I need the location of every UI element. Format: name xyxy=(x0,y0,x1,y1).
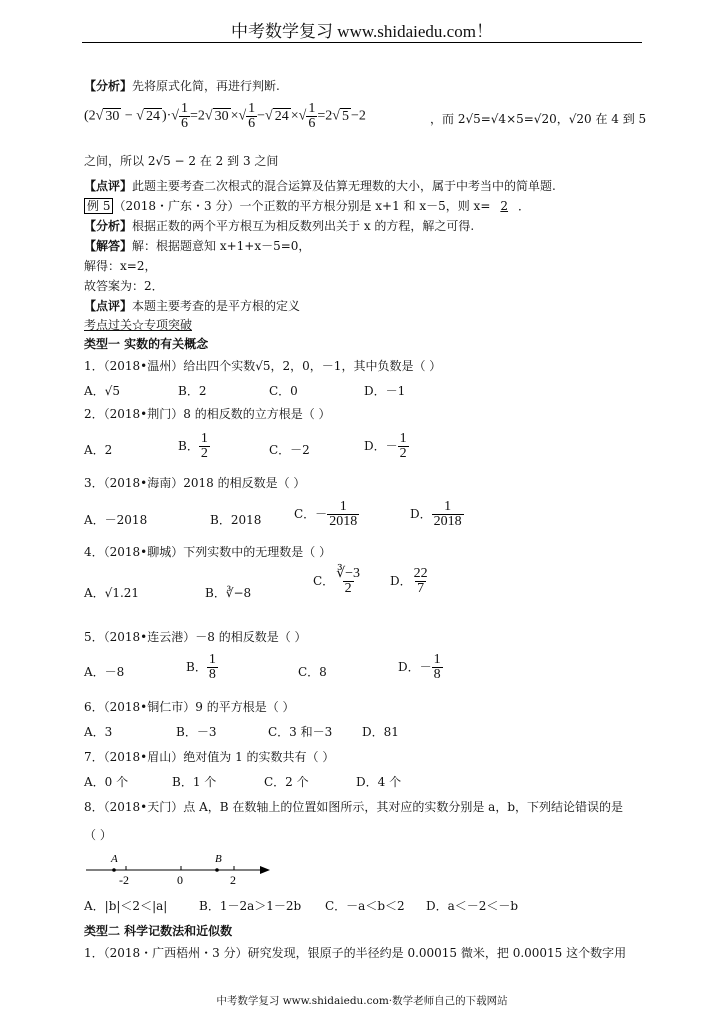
ex-comment-text: 本题主要考查的是平方根的定义 xyxy=(132,299,301,313)
question-1: 1．（2018•温州）给出四个实数√5，2，0，－1，其中负数是（ ） xyxy=(84,359,442,373)
q3-opt-d-label: D． xyxy=(410,507,432,521)
q5-opt-a: A．－8 xyxy=(84,665,125,679)
example-text: （2018・广东・3 分）一个正数的平方根分别是 x+1 和 x－5，则 x= xyxy=(113,199,491,213)
question-8: 8．（2018•天门）点 A，B 在数轴上的位置如图所示，其对应的实数分别是 a，b，下列结论错误的是 xyxy=(84,800,624,814)
q7-opt-c: C．2 个 xyxy=(264,775,309,789)
ex-final: 故答案为：2． xyxy=(84,279,164,293)
example-5 xyxy=(84,197,530,214)
analysis-equation: (2√ 30 − √ 24 )·√ $\frac{1}{6}$ =2√ 30 ×√ $\frac{1}{6}$ −√ 24 ×√ $\frac{1}{6}$ =2√ 5 −2 xyxy=(84,101,366,131)
q3-opt-c-label: C．－ xyxy=(294,507,328,521)
q4-opt-c xyxy=(313,567,362,596)
q7-opt-d: D．4 个 xyxy=(356,775,402,789)
frac-den: 8 xyxy=(208,667,216,682)
q3-opt-c xyxy=(294,500,359,529)
q7-opt-a: A．0 个 xyxy=(84,775,129,789)
question-3: 3．（2018•海南）2018 的相反数是（ ） xyxy=(84,476,306,490)
ex-comment xyxy=(84,297,300,314)
frac-num: 1 xyxy=(399,431,407,446)
example-box: 例 5 xyxy=(84,198,113,214)
q5-opt-b-label: B． xyxy=(186,660,207,674)
q1-opt-b: B．2 xyxy=(178,384,207,398)
question-6: 6．（2018•铜仁市）9 的平方根是（ ） xyxy=(84,700,295,714)
tick-label: 2 xyxy=(230,873,236,887)
q1-opt-a: A．√5 xyxy=(84,384,120,398)
type-2-question-1: 1．（2018・广西梧州・3 分）研究发现，银原子的半径约是 0.00015 微米，把 0.00015 这个数字用 xyxy=(84,946,627,960)
frac-num: 1 xyxy=(433,652,441,667)
analysis-conclusion: 之间，所以 2√5 − 2 在 2 到 3 之间 xyxy=(84,154,279,168)
frac-den: 2018 xyxy=(433,514,462,529)
q8-opt-b: B．1－2a＞1－2b xyxy=(199,899,302,913)
ex-answer xyxy=(84,237,310,254)
q1-opt-d: D．－1 xyxy=(364,384,406,398)
q2-opt-a: A．2 xyxy=(84,443,113,457)
q4-opt-c-label: C． xyxy=(313,574,335,588)
question-7: 7．（2018•眉山）绝对值为 1 的实数共有（ ） xyxy=(84,750,335,764)
q6-opt-c: C．3 和－3 xyxy=(268,725,333,739)
ex-comment-label: 【点评】 xyxy=(84,299,133,313)
analysis-label: 【分析】 xyxy=(84,79,133,93)
q4-opt-d-label: D． xyxy=(390,574,412,588)
point-b-label: B xyxy=(215,853,222,865)
type-1-heading: 类型一 实数的有关概念 xyxy=(84,337,209,351)
frac-num: 1 xyxy=(339,499,347,514)
q5-opt-b xyxy=(186,653,218,682)
example-end: ． xyxy=(518,199,531,213)
q4-opt-a: A．√1.21 xyxy=(84,586,140,600)
tick-label: -2 xyxy=(119,873,129,887)
frac-num: 1 xyxy=(444,499,452,514)
comment-1 xyxy=(84,177,556,194)
q5-opt-c: C．8 xyxy=(298,665,327,679)
analysis-equation-tail: ，而 2√5=√4×5=√20，√20 在 4 到 5 xyxy=(430,112,647,126)
ex-analysis xyxy=(84,217,474,234)
q8-opt-a: A．|b|＜2＜|a| xyxy=(84,899,168,913)
frac-den: 7 xyxy=(417,581,425,596)
comment-text: 此题主要考查二次根式的混合运算及估算无理数的大小，属于中考当中的简单题. xyxy=(132,179,556,193)
analysis-line xyxy=(84,77,280,94)
frac-num: ∛−3 xyxy=(336,566,361,581)
q3-opt-a: A．－2018 xyxy=(84,513,148,527)
ex-answer-label: 【解答】 xyxy=(84,239,133,253)
frac-den: 2 xyxy=(344,581,352,596)
q4-opt-d xyxy=(390,567,430,596)
q2-opt-b xyxy=(178,432,210,461)
point-a-label: A xyxy=(111,853,118,865)
comment-label: 【点评】 xyxy=(84,179,133,193)
frac-num: 1 xyxy=(200,431,208,446)
q4-opt-b: B．∛−8 xyxy=(205,586,252,600)
frac-den: 2018 xyxy=(329,514,358,529)
point-b-dot xyxy=(215,868,219,872)
q2-opt-c: C．－2 xyxy=(269,443,310,457)
number-line xyxy=(84,848,274,888)
q7-opt-b: B．1 个 xyxy=(172,775,217,789)
q2-opt-d xyxy=(364,432,409,461)
arrow-icon xyxy=(260,866,270,874)
tick-label: 0 xyxy=(177,873,183,887)
question-2: 2．（2018•荆门）8 的相反数的立方根是（ ） xyxy=(84,407,331,421)
ex-answer-text: 解：根据题意知 x+1+x－5=0， xyxy=(132,239,311,253)
ex-solve: 解得：x=2， xyxy=(84,259,157,273)
type-2-heading: 类型二 科学记数法和近似数 xyxy=(84,924,233,938)
page-footer: 中考数学复习 www.shidaiedu.com·数学老师自己的下载网站 xyxy=(216,995,508,1007)
q8-opt-d: D．a＜－2＜－b xyxy=(426,899,519,913)
question-5: 5．（2018•连云港）－8 的相反数是（ ） xyxy=(84,630,307,644)
page-header: 中考数学复习 www.shidaiedu.com！ xyxy=(231,22,493,41)
question-8-paren: （ ） xyxy=(84,828,112,842)
frac-den: 2 xyxy=(200,446,208,461)
q3-opt-d xyxy=(410,500,464,529)
point-a-dot xyxy=(112,868,116,872)
q2-opt-b-label: B． xyxy=(178,439,199,453)
q1-opt-c: C．0 xyxy=(269,384,298,398)
q6-opt-b: B．－3 xyxy=(176,725,217,739)
analysis-text: 先将原式化简，再进行判断. xyxy=(132,79,280,93)
ex-analysis-text: 根据正数的两个平方根互为相反数列出关于 x 的方程，解之可得. xyxy=(132,219,475,233)
frac-num: 1 xyxy=(208,652,216,667)
frac-den: 2 xyxy=(399,446,407,461)
question-4: 4．（2018•聊城）下列实数中的无理数是（ ） xyxy=(84,545,332,559)
header-rule xyxy=(82,42,642,43)
ex-analysis-label: 【分析】 xyxy=(84,219,133,233)
q8-opt-c: C．－a＜b＜2 xyxy=(325,899,405,913)
q6-opt-a: A．3 xyxy=(84,725,113,739)
example-answer: 2 xyxy=(500,199,509,213)
section-title: 考点过关☆专项突破 xyxy=(84,318,193,332)
q6-opt-d: D．81 xyxy=(362,725,399,739)
frac-num: 22 xyxy=(413,566,428,581)
frac-den: 8 xyxy=(433,667,441,682)
q2-opt-d-label: D．－ xyxy=(364,439,398,453)
q3-opt-b: B．2018 xyxy=(210,513,262,527)
q5-opt-d-label: D．－ xyxy=(398,660,432,674)
q5-opt-d xyxy=(398,653,443,682)
